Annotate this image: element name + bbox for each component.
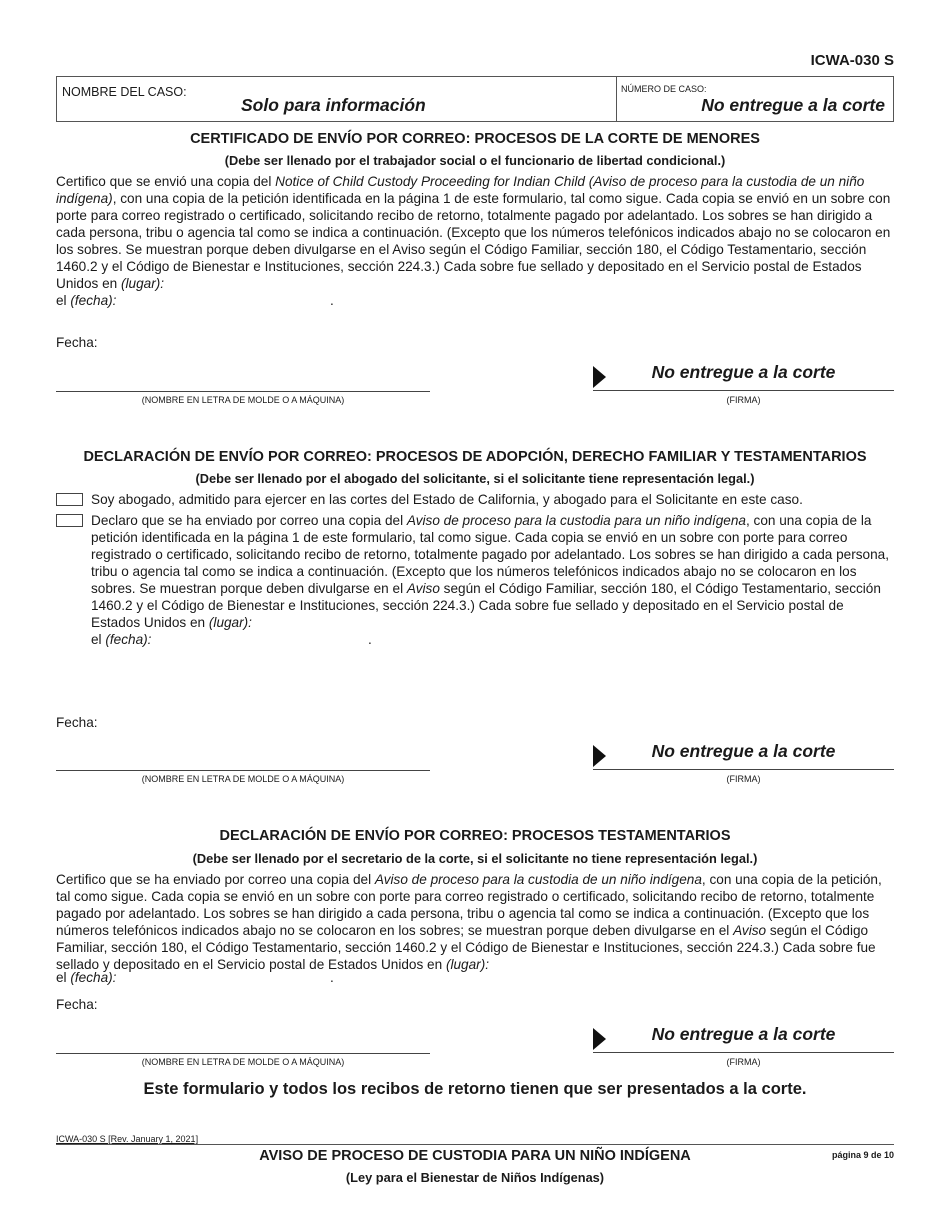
- attorney-statement: Soy abogado, admitido para ejercer en las cortes del Estado de California, y abogado para el Solicitante en este caso.: [91, 492, 803, 507]
- case-name-value: Solo para información: [241, 95, 426, 115]
- section1-period: .: [330, 293, 334, 308]
- section1-date-label: Fecha:: [56, 335, 98, 350]
- section3-name-caption: (NOMBRE EN LETRA DE MOLDE O A MÁQUINA): [141, 1057, 345, 1067]
- mailing-declaration-checkbox[interactable]: [56, 514, 83, 527]
- section1-signature-caption: (FIRMA): [726, 395, 761, 405]
- section1-subheading: (Debe ser llenado por el trabajador social o el funcionario de libertad condicional.): [224, 153, 726, 168]
- section3-date-label: Fecha:: [56, 997, 98, 1012]
- section3-period: .: [330, 970, 334, 985]
- section3-body: Certifico que se ha enviado por correo una copia del Aviso de proceso para la custodia de un niño indígena, con una copia de la petición, tal como sigue. Cada copia se envió en un sobre con porte para correo registrado o certificado, solicitando recibo de retorno, totalmente pagado por adelantado. Los sobres se han dirigido a cada persona, tribu o agencia tal como se indica a continuación. (Excepto que los números telefónicos indicados abajo no se colocaron en los sobres; se muestran porque deben divulgarse en el Aviso según el Código Familiar, sección 180, el Código Testamentario, sección 1460.2 y el Código de Bienestar e Instituciones, sección 224.3.) Cada sobre fue sellado y depositado en el Servicio postal de Estados Unidos en (lugar):: [56, 872, 882, 972]
- attorney-checkbox[interactable]: [56, 493, 83, 506]
- section3-fecha-line: el (fecha):: [56, 970, 117, 985]
- mailing-declaration-text: Declaro que se ha enviado por correo una copia del Aviso de proceso para la custodia para un niño indígena, con una copia de la petición identificada en la página 1 de este formulario, tal como sigue. Cada copia se envió en un sobre con porte para correo registrado o certificado, solicitando recibo de retorno, totalmente pagado por adelantado. Los sobres se han dirigido a cada persona, tribu o agencia tal como se indica a continuación. (Excepto que los números telefónicos indicados abajo no se colocaron en los sobres. Se muestran porque deben divulgarse en el Aviso según el Código Familiar, sección 180, el Código Testamentario, sección 1460.2 y el Código de Bienestar e Instituciones, sección 224.3.) Cada sobre fue sellado y depositado en el Servicio postal de Estados Unidos en (lugar):: [91, 513, 890, 630]
- case-name-field[interactable]: [57, 77, 617, 121]
- section2-signature-caption: (FIRMA): [726, 774, 761, 784]
- section1-heading: CERTIFICADO DE ENVÍO POR CORREO: PROCESOS DE LA CORTE DE MENORES: [190, 131, 760, 147]
- section1-fecha-line: el (fecha):: [56, 293, 117, 308]
- section2-name-caption: (NOMBRE EN LETRA DE MOLDE O A MÁQUINA): [141, 774, 345, 784]
- section1-body: Certifico que se envió una copia del Notice of Child Custody Proceeding for Indian Child (Aviso de proceso para la custodia de un niño indígena), con una copia de la petición identificada en la página 1 de este formulario, tal como sigue. Cada copia se envió en un sobre con porte para correo registrado o certificado, solicitando recibo de retorno, totalmente pagado por adelantado. Los sobres se han dirigido a cada persona, tribu o agencia tal como se indica a continuación. (Excepto que los números telefónicos indicados abajo no se colocaron en los sobres. Se muestran porque deben divulgarse en el Aviso según el Código Familiar, sección 180, el Código Testamentario, sección 1460.2 y el Código de Bienestar e Instituciones, sección 224.3.) Cada sobre fue sellado y depositado en el Servicio postal de Estados Unidos en (lugar):: [56, 174, 891, 291]
- section3-signature-caption: (FIRMA): [726, 1057, 761, 1067]
- section3-name-line[interactable]: [56, 1053, 430, 1054]
- case-number-field[interactable]: [617, 77, 893, 121]
- section2-fecha-line: el (fecha):: [91, 632, 152, 647]
- lugar-label: (lugar):: [121, 276, 165, 291]
- section1-name-caption: (NOMBRE EN LETRA DE MOLDE O A MÁQUINA): [141, 395, 345, 405]
- case-number-label: NÚMERO DE CASO:: [621, 84, 707, 94]
- page-number: página 9 de 10: [831, 1150, 894, 1160]
- section1-name-line[interactable]: [56, 391, 430, 392]
- section1-signature-line[interactable]: [593, 390, 894, 391]
- section2-signature-line[interactable]: [593, 769, 894, 770]
- section2-period: .: [368, 632, 372, 647]
- section3-heading: DECLARACIÓN DE ENVÍO POR CORREO: PROCESOS TESTAMENTARIOS: [219, 828, 731, 844]
- case-name-label: NOMBRE DEL CASO:: [62, 85, 187, 99]
- section2-date-label: Fecha:: [56, 715, 98, 730]
- section3-subheading: (Debe ser llenado por el secretario de la corte, si el solicitante no tiene representación legal.): [192, 851, 758, 866]
- footer-revision: ICWA-030 S [Rev. January 1, 2021]: [56, 1134, 199, 1144]
- section3-signature-value: No entregue a la corte: [651, 1024, 836, 1044]
- case-caption-box: [56, 76, 894, 122]
- form-id: ICWA-030 S: [810, 52, 894, 69]
- footer-rule: [56, 1144, 894, 1145]
- section3-signature-line[interactable]: [593, 1052, 894, 1053]
- footer-title: AVISO DE PROCESO DE CUSTODIA PARA UN NIÑO INDÍGENA: [259, 1148, 691, 1164]
- section2-signature-value: No entregue a la corte: [651, 741, 836, 761]
- section1-signature-value: No entregue a la corte: [651, 362, 836, 382]
- case-number-value: No entregue a la corte: [701, 95, 885, 115]
- section2-subheading: (Debe ser llenado por el abogado del solicitante, si el solicitante tiene representación legal.): [195, 471, 755, 486]
- final-note: Este formulario y todos los recibos de retorno tienen que ser presentados a la corte.: [143, 1080, 807, 1098]
- section2-heading: DECLARACIÓN DE ENVÍO POR CORREO: PROCESOS DE ADOPCIÓN, DERECHO FAMILIAR Y TESTAMENTARIOS: [83, 449, 867, 465]
- footer-subtitle: (Ley para el Bienestar de Niños Indígenas): [345, 1170, 605, 1185]
- section2-name-line[interactable]: [56, 770, 430, 771]
- notice-title: Notice of Child Custody Proceeding for Indian Child (Aviso de proceso para la custodia de un niño indígena): [56, 174, 865, 206]
